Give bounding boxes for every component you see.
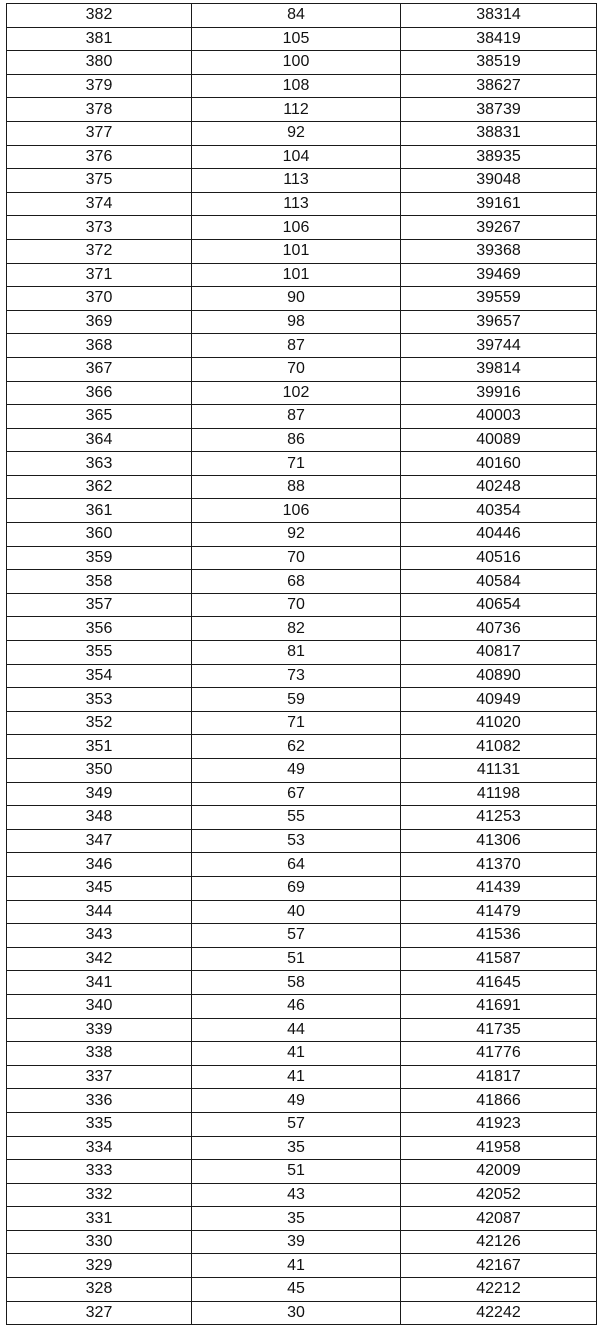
- cumulative-cell: 42009: [401, 1160, 597, 1184]
- score-cell: 366: [7, 381, 192, 405]
- table-row: [7, 27, 597, 51]
- count-cell: 71: [192, 452, 401, 476]
- table-row: [7, 239, 597, 263]
- cumulative-cell: 38739: [401, 98, 597, 122]
- score-cell: 355: [7, 641, 192, 665]
- cumulative-cell: 39744: [401, 334, 597, 358]
- count-cell: 113: [192, 169, 401, 193]
- count-cell: 71: [192, 711, 401, 735]
- count-cell: 55: [192, 806, 401, 830]
- count-cell: 87: [192, 405, 401, 429]
- score-cell: 352: [7, 711, 192, 735]
- score-distribution-table: [6, 3, 597, 1325]
- cumulative-cell: 41817: [401, 1065, 597, 1089]
- table-row: [7, 664, 597, 688]
- count-cell: 88: [192, 475, 401, 499]
- count-cell: 106: [192, 499, 401, 523]
- score-cell: 359: [7, 546, 192, 570]
- table-row: [7, 1301, 597, 1325]
- cumulative-cell: 41645: [401, 971, 597, 995]
- cumulative-cell: 41691: [401, 994, 597, 1018]
- table-row: [7, 688, 597, 712]
- table-row: [7, 452, 597, 476]
- cumulative-cell: 39916: [401, 381, 597, 405]
- cumulative-cell: 38519: [401, 51, 597, 75]
- count-cell: 44: [192, 1018, 401, 1042]
- count-cell: 30: [192, 1301, 401, 1325]
- table-row: [7, 593, 597, 617]
- score-cell: 347: [7, 829, 192, 853]
- score-cell: 365: [7, 405, 192, 429]
- count-cell: 113: [192, 192, 401, 216]
- table-row: [7, 1183, 597, 1207]
- score-cell: 353: [7, 688, 192, 712]
- score-cell: 354: [7, 664, 192, 688]
- count-cell: 101: [192, 239, 401, 263]
- score-cell: 330: [7, 1230, 192, 1254]
- score-cell: 346: [7, 853, 192, 877]
- cumulative-cell: 42052: [401, 1183, 597, 1207]
- count-cell: 58: [192, 971, 401, 995]
- table-row: [7, 287, 597, 311]
- table-row: [7, 381, 597, 405]
- cumulative-cell: 40949: [401, 688, 597, 712]
- score-cell: 340: [7, 994, 192, 1018]
- cumulative-cell: 40516: [401, 546, 597, 570]
- cumulative-cell: 41131: [401, 759, 597, 783]
- cumulative-cell: 41735: [401, 1018, 597, 1042]
- table-row: [7, 1230, 597, 1254]
- cumulative-cell: 39469: [401, 263, 597, 287]
- cumulative-cell: 40736: [401, 617, 597, 641]
- count-cell: 46: [192, 994, 401, 1018]
- cumulative-cell: 38935: [401, 145, 597, 169]
- table-row: [7, 1065, 597, 1089]
- table-row: [7, 876, 597, 900]
- table-row: [7, 1136, 597, 1160]
- cumulative-cell: 40446: [401, 523, 597, 547]
- table-row: [7, 806, 597, 830]
- cumulative-cell: 40890: [401, 664, 597, 688]
- table-row: [7, 1278, 597, 1302]
- score-cell: 334: [7, 1136, 192, 1160]
- score-cell: 379: [7, 74, 192, 98]
- count-cell: 90: [192, 287, 401, 311]
- cumulative-cell: 42167: [401, 1254, 597, 1278]
- score-cell: 350: [7, 759, 192, 783]
- cumulative-cell: 41536: [401, 924, 597, 948]
- table-row: [7, 853, 597, 877]
- score-cell: 369: [7, 310, 192, 334]
- score-cell: 336: [7, 1089, 192, 1113]
- score-cell: 342: [7, 947, 192, 971]
- count-cell: 35: [192, 1136, 401, 1160]
- cumulative-cell: 41253: [401, 806, 597, 830]
- score-cell: 327: [7, 1301, 192, 1325]
- count-cell: 100: [192, 51, 401, 75]
- count-cell: 57: [192, 924, 401, 948]
- cumulative-cell: 41479: [401, 900, 597, 924]
- count-cell: 70: [192, 357, 401, 381]
- score-cell: 339: [7, 1018, 192, 1042]
- table-row: [7, 405, 597, 429]
- count-cell: 86: [192, 428, 401, 452]
- cumulative-cell: 39161: [401, 192, 597, 216]
- score-cell: 351: [7, 735, 192, 759]
- count-cell: 64: [192, 853, 401, 877]
- table-row: [7, 924, 597, 948]
- table-row: [7, 711, 597, 735]
- cumulative-cell: 40654: [401, 593, 597, 617]
- score-cell: 358: [7, 570, 192, 594]
- table-row: [7, 334, 597, 358]
- count-cell: 84: [192, 4, 401, 28]
- table-row: [7, 570, 597, 594]
- score-cell: 329: [7, 1254, 192, 1278]
- score-cell: 377: [7, 121, 192, 145]
- score-cell: 357: [7, 593, 192, 617]
- score-cell: 368: [7, 334, 192, 358]
- count-cell: 70: [192, 593, 401, 617]
- table-row: [7, 169, 597, 193]
- count-cell: 70: [192, 546, 401, 570]
- count-cell: 35: [192, 1207, 401, 1231]
- count-cell: 51: [192, 1160, 401, 1184]
- score-cell: 341: [7, 971, 192, 995]
- score-cell: 335: [7, 1112, 192, 1136]
- cumulative-cell: 38831: [401, 121, 597, 145]
- count-cell: 73: [192, 664, 401, 688]
- table-row: [7, 546, 597, 570]
- cumulative-cell: 40354: [401, 499, 597, 523]
- table-row: [7, 145, 597, 169]
- cumulative-cell: 42242: [401, 1301, 597, 1325]
- table-row: [7, 51, 597, 75]
- score-cell: 356: [7, 617, 192, 641]
- table-row: [7, 971, 597, 995]
- count-cell: 59: [192, 688, 401, 712]
- count-cell: 105: [192, 27, 401, 51]
- cumulative-cell: 39048: [401, 169, 597, 193]
- count-cell: 68: [192, 570, 401, 594]
- score-cell: 362: [7, 475, 192, 499]
- table-row: [7, 310, 597, 334]
- cumulative-cell: 39559: [401, 287, 597, 311]
- count-cell: 45: [192, 1278, 401, 1302]
- table-row: [7, 759, 597, 783]
- cumulative-cell: 41198: [401, 782, 597, 806]
- count-cell: 49: [192, 759, 401, 783]
- score-cell: 364: [7, 428, 192, 452]
- table-row: [7, 641, 597, 665]
- score-cell: 375: [7, 169, 192, 193]
- count-cell: 41: [192, 1254, 401, 1278]
- table-row: [7, 1207, 597, 1231]
- cumulative-cell: 41923: [401, 1112, 597, 1136]
- score-cell: 371: [7, 263, 192, 287]
- table-row: [7, 499, 597, 523]
- score-cell: 380: [7, 51, 192, 75]
- cumulative-cell: 42087: [401, 1207, 597, 1231]
- score-cell: 372: [7, 239, 192, 263]
- table-row: [7, 829, 597, 853]
- count-cell: 87: [192, 334, 401, 358]
- cumulative-cell: 40003: [401, 405, 597, 429]
- score-cell: 331: [7, 1207, 192, 1231]
- cumulative-cell: 41306: [401, 829, 597, 853]
- cumulative-cell: 40248: [401, 475, 597, 499]
- table-row: [7, 428, 597, 452]
- count-cell: 39: [192, 1230, 401, 1254]
- table-row: [7, 263, 597, 287]
- cumulative-cell: 39267: [401, 216, 597, 240]
- table-body: [7, 4, 597, 1325]
- table-row: [7, 121, 597, 145]
- count-cell: 98: [192, 310, 401, 334]
- score-cell: 328: [7, 1278, 192, 1302]
- cumulative-cell: 38419: [401, 27, 597, 51]
- cumulative-cell: 41958: [401, 1136, 597, 1160]
- cumulative-cell: 42212: [401, 1278, 597, 1302]
- count-cell: 53: [192, 829, 401, 853]
- count-cell: 69: [192, 876, 401, 900]
- table-row: [7, 74, 597, 98]
- table-row: [7, 994, 597, 1018]
- cumulative-cell: 40160: [401, 452, 597, 476]
- table-row: [7, 1018, 597, 1042]
- count-cell: 43: [192, 1183, 401, 1207]
- score-cell: 376: [7, 145, 192, 169]
- score-cell: 344: [7, 900, 192, 924]
- table-row: [7, 947, 597, 971]
- cumulative-cell: 38314: [401, 4, 597, 28]
- score-cell: 360: [7, 523, 192, 547]
- table-row: [7, 1112, 597, 1136]
- cumulative-cell: 41776: [401, 1042, 597, 1066]
- count-cell: 104: [192, 145, 401, 169]
- count-cell: 40: [192, 900, 401, 924]
- cumulative-cell: 41082: [401, 735, 597, 759]
- count-cell: 82: [192, 617, 401, 641]
- table-row: [7, 4, 597, 28]
- score-cell: 349: [7, 782, 192, 806]
- table-row: [7, 617, 597, 641]
- count-cell: 108: [192, 74, 401, 98]
- count-cell: 106: [192, 216, 401, 240]
- cumulative-cell: 38627: [401, 74, 597, 98]
- count-cell: 51: [192, 947, 401, 971]
- score-cell: 333: [7, 1160, 192, 1184]
- score-cell: 381: [7, 27, 192, 51]
- score-cell: 382: [7, 4, 192, 28]
- cumulative-cell: 40089: [401, 428, 597, 452]
- count-cell: 67: [192, 782, 401, 806]
- score-cell: 337: [7, 1065, 192, 1089]
- count-cell: 81: [192, 641, 401, 665]
- score-cell: 343: [7, 924, 192, 948]
- score-cell: 370: [7, 287, 192, 311]
- cumulative-cell: 42126: [401, 1230, 597, 1254]
- score-cell: 338: [7, 1042, 192, 1066]
- cumulative-cell: 41439: [401, 876, 597, 900]
- cumulative-cell: 39368: [401, 239, 597, 263]
- count-cell: 41: [192, 1042, 401, 1066]
- score-cell: 348: [7, 806, 192, 830]
- score-cell: 345: [7, 876, 192, 900]
- table-row: [7, 98, 597, 122]
- count-cell: 92: [192, 121, 401, 145]
- count-cell: 102: [192, 381, 401, 405]
- score-cell: 363: [7, 452, 192, 476]
- score-cell: 332: [7, 1183, 192, 1207]
- score-cell: 361: [7, 499, 192, 523]
- table-row: [7, 192, 597, 216]
- count-cell: 49: [192, 1089, 401, 1113]
- cumulative-cell: 41866: [401, 1089, 597, 1113]
- cumulative-cell: 40817: [401, 641, 597, 665]
- count-cell: 62: [192, 735, 401, 759]
- count-cell: 92: [192, 523, 401, 547]
- cumulative-cell: 41370: [401, 853, 597, 877]
- table-row: [7, 1042, 597, 1066]
- table-row: [7, 475, 597, 499]
- table-row: [7, 1089, 597, 1113]
- table-row: [7, 357, 597, 381]
- table-row: [7, 782, 597, 806]
- count-cell: 41: [192, 1065, 401, 1089]
- cumulative-cell: 39814: [401, 357, 597, 381]
- count-cell: 101: [192, 263, 401, 287]
- score-cell: 378: [7, 98, 192, 122]
- count-cell: 57: [192, 1112, 401, 1136]
- table-row: [7, 523, 597, 547]
- score-cell: 374: [7, 192, 192, 216]
- cumulative-cell: 41587: [401, 947, 597, 971]
- table-row: [7, 1254, 597, 1278]
- table-row: [7, 1160, 597, 1184]
- cumulative-cell: 41020: [401, 711, 597, 735]
- cumulative-cell: 39657: [401, 310, 597, 334]
- table-row: [7, 735, 597, 759]
- score-cell: 373: [7, 216, 192, 240]
- table-row: [7, 900, 597, 924]
- score-cell: 367: [7, 357, 192, 381]
- count-cell: 112: [192, 98, 401, 122]
- table-row: [7, 216, 597, 240]
- cumulative-cell: 40584: [401, 570, 597, 594]
